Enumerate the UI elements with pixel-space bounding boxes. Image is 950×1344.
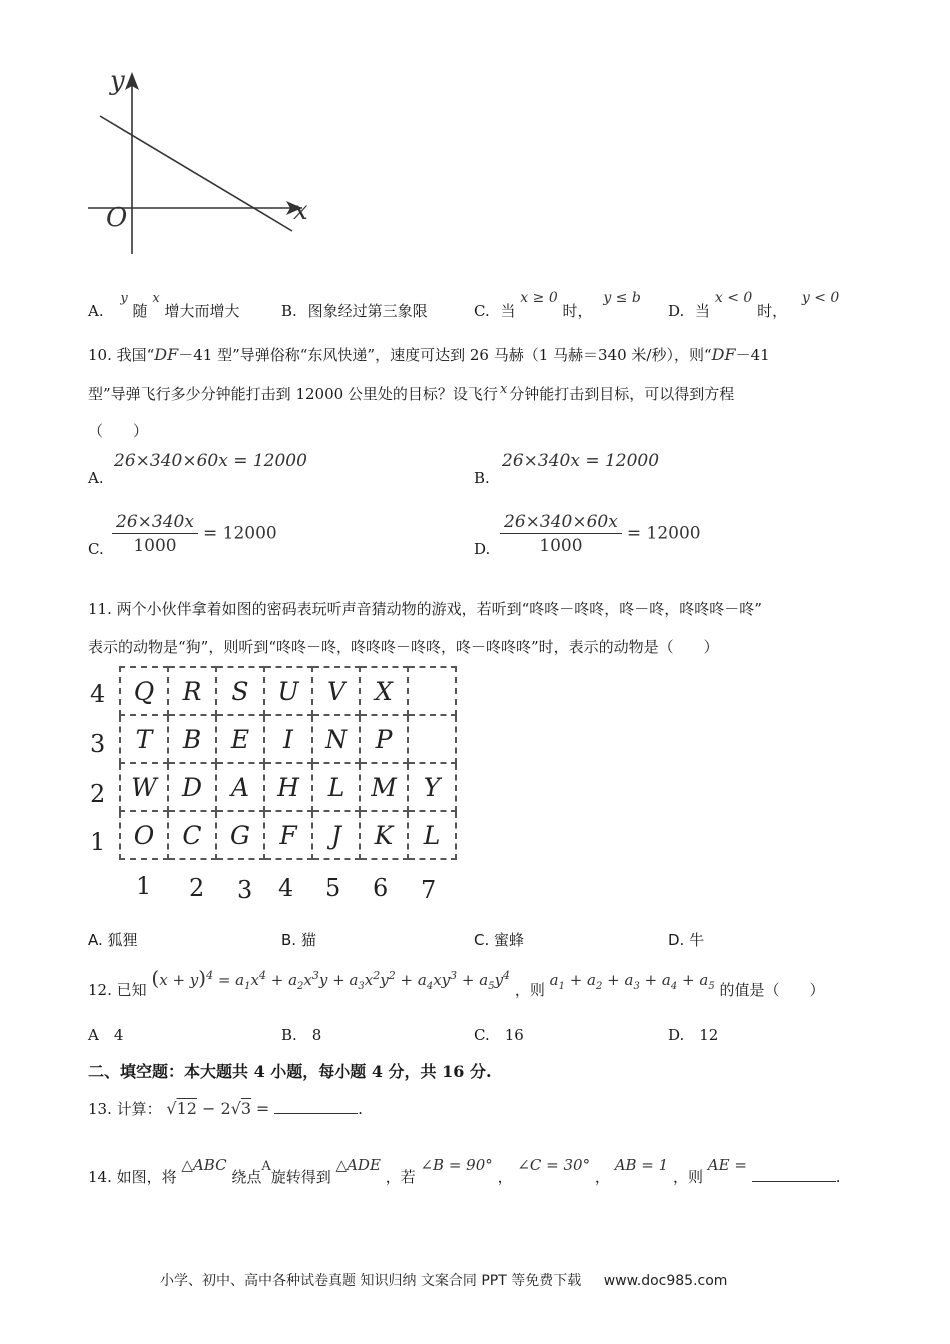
function-line (100, 116, 292, 231)
q14-ze: ，则 (672, 1168, 703, 1186)
q11-option-d: D. 牛 (668, 931, 705, 949)
row-label: 2 (90, 780, 106, 808)
q14-triangle-ade: △ADE (335, 1156, 381, 1174)
q14-ab: AB = 1 (614, 1156, 669, 1174)
q14-point: A (261, 1159, 271, 1174)
q9-a-x: x (152, 291, 160, 306)
q14-prefix: 14. 如图，将 (88, 1168, 177, 1186)
q9-option-a (88, 286, 240, 320)
code-cell: E (216, 715, 264, 763)
code-cell: W (120, 763, 168, 811)
q10-d-num: 26×340×60x (500, 512, 622, 534)
q12-option-a: A 4 (88, 1026, 124, 1044)
q10-l1-df2: DF (711, 345, 736, 364)
code-table (119, 666, 457, 860)
q12-identity: $(x + y)^4 = a_1x^4 + a_2x^3y + a_3x^2y^2 + a_4xy^3 + a_5y^4$ (151, 966, 511, 992)
q14-rot1: 绕点 (231, 1168, 262, 1186)
q14-line (88, 1154, 841, 1186)
q9-b-label: B. (281, 302, 297, 320)
x-axis-label: x (293, 196, 308, 226)
q12-prefix: 12. 已知 (88, 981, 147, 999)
code-cell: K (360, 811, 408, 859)
code-row-1 (120, 811, 456, 859)
q10-option-d-label: D. (474, 540, 491, 558)
q14-triangle-abc: △ABC (181, 1156, 227, 1174)
q10-line3: （ ） (88, 422, 149, 440)
q9-c-mid: 时， (562, 302, 593, 320)
code-cell: O (120, 811, 168, 859)
q9-d-cond: x < 0 (714, 290, 753, 306)
code-cell: V (312, 667, 360, 715)
code-cell: X (360, 667, 408, 715)
code-cell (408, 667, 456, 715)
q14-ae: AE = (707, 1156, 747, 1174)
q11-line1: 11. 两个小伙伴拿着如图的密码表玩听声音猜动物的游戏，若听到“咚咚－咚咚，咚－咚，咚咚咚－咚” (88, 600, 762, 618)
code-cell: B (168, 715, 216, 763)
q9-option-c (474, 286, 641, 320)
code-cell: P (360, 715, 408, 763)
q10-l1-df: DF (154, 345, 179, 364)
q11-line2: 表示的动物是“狗”，则听到“咚咚－咚，咚咚咚－咚咚，咚－咚咚咚”时，表示的动物是（ ） (88, 638, 719, 656)
col-label: 6 (373, 874, 389, 902)
q10-l2-b: 分钟能打击到目标，可以得到方程 (509, 385, 735, 403)
q14-angle-c: ∠C = 30° (517, 1156, 591, 1174)
q9-a-mid: 随 (132, 302, 148, 320)
q9-a-y: y (120, 291, 128, 306)
q13-answer-blank[interactable] (274, 1113, 358, 1114)
q10-option-b-eq: 26×340x = 12000 (502, 451, 660, 471)
q10-l2-x: x (499, 382, 508, 397)
y-axis-label: y (110, 66, 125, 96)
code-cell: F (264, 811, 312, 859)
q10-l1-b: －41 型”导弹俗称“东风快递”，速度可达到 26 马赫（1 马赫＝340 米/秒），则“ (178, 346, 712, 364)
q10-line2 (88, 383, 734, 404)
q9-c-res: y ≤ b (603, 290, 641, 306)
q10-c-fraction (112, 512, 198, 556)
q13-suffix: . (358, 1100, 363, 1118)
q9-d-res: y < 0 (801, 290, 840, 306)
q9-option-d (668, 286, 840, 320)
col-label: 1 (136, 872, 152, 900)
q10-c-rhs: = 12000 (203, 523, 277, 544)
code-cell (408, 715, 456, 763)
code-cell: U (264, 667, 312, 715)
q13-prefix: 13. 计算： (88, 1100, 162, 1118)
q14-suffix: . (835, 1168, 841, 1186)
q11-option-c: C. 蜜蜂 (474, 931, 525, 949)
code-cell: T (120, 715, 168, 763)
q10-d-fraction (500, 512, 622, 556)
q10-option-c-label: C. (88, 540, 104, 558)
footer (160, 1270, 727, 1290)
footer-url[interactable]: www.doc985.com (603, 1273, 728, 1289)
code-cell: N (312, 715, 360, 763)
q10-option-d-expr (500, 512, 701, 556)
code-cell: R (168, 667, 216, 715)
code-cell: C (168, 811, 216, 859)
q10-d-rhs: = 12000 (626, 523, 701, 544)
q12-sum: $a_1 + a_2 + a_3 + a_4 + a_5$ (549, 971, 715, 992)
q9-a-label: A. (88, 302, 104, 320)
code-cell: Y (408, 763, 456, 811)
code-cell: L (312, 763, 360, 811)
q14-ruo: ，若 (385, 1168, 416, 1186)
q11-option-b: B. 猫 (281, 931, 316, 949)
q14-rot2: 旋转得到 (270, 1168, 331, 1186)
code-row-4 (120, 667, 456, 715)
q10-l1-a: 10. 我国“ (88, 346, 155, 364)
row-label: 3 (90, 730, 106, 758)
q9-b-text: 图象经过第三象限 (307, 302, 428, 320)
footer-text: 小学、初中、高中各种试卷真题 知识归纳 文案合同 PPT 等免费下载 (160, 1273, 582, 1289)
code-cell: Q (120, 667, 168, 715)
q12-option-d: D. 12 (668, 1026, 719, 1044)
q14-comma2: ， (594, 1168, 610, 1186)
code-cell: H (264, 763, 312, 811)
q9-d-pre: 当 (695, 302, 711, 320)
q9-c-cond: x ≥ 0 (520, 290, 558, 306)
q9-c-pre: 当 (500, 302, 516, 320)
q12-option-b: B. 8 (281, 1026, 322, 1044)
code-cell: G (216, 811, 264, 859)
origin-label: O (106, 203, 128, 233)
q13-line (88, 1098, 363, 1119)
q10-l1-c: －41 (735, 346, 770, 364)
col-label: 7 (421, 876, 437, 904)
q11-option-a: A. 狐狸 (88, 931, 138, 949)
code-cell: A (216, 763, 264, 811)
row-label: 1 (90, 828, 106, 856)
q10-line1 (88, 344, 770, 365)
q13-eq: = (255, 1099, 270, 1118)
q10-option-c-expr (112, 512, 277, 556)
q10-l2-a: 型”导弹飞行多少分钟能打击到 12000 公里处的目标？设飞行 (88, 385, 498, 403)
q9-option-b (281, 300, 428, 321)
col-label: 3 (237, 876, 253, 904)
col-label: 4 (278, 874, 294, 902)
code-cell: M (360, 763, 408, 811)
q14-angle-b: ∠B = 90° (420, 1156, 493, 1174)
q9-c-label: C. (474, 302, 490, 320)
section-title: 二、填空题：本大题共 4 小题，每小题 4 分，共 16 分. (88, 1062, 492, 1081)
code-cell: J (312, 811, 360, 859)
code-cell: D (168, 763, 216, 811)
q14-comma1: ， (497, 1168, 513, 1186)
col-label: 2 (189, 874, 205, 902)
q12-option-c: C. 16 (474, 1026, 524, 1044)
q10-c-den: 1000 (133, 536, 177, 556)
code-cell: L (408, 811, 456, 859)
q10-c-num: 26×340x (112, 512, 198, 534)
q9-d-label: D. (668, 302, 685, 320)
q9-a-tail: 增大而增大 (164, 302, 240, 320)
q10-option-a-label: A. (88, 469, 104, 487)
q13-expression: √12 − 2√3 (166, 1099, 252, 1118)
col-label: 5 (325, 874, 341, 902)
q12-mid: ，则 (514, 981, 545, 999)
code-row-2 (120, 763, 456, 811)
q12-line (88, 966, 825, 999)
q12-suffix: 的值是（ ） (719, 981, 825, 999)
code-cell: I (264, 715, 312, 763)
q14-answer-blank[interactable] (752, 1181, 836, 1182)
q10-option-b-label: B. (474, 469, 490, 487)
row-label: 4 (90, 680, 106, 708)
code-row-3 (120, 715, 456, 763)
q9-d-mid: 时， (757, 302, 788, 320)
q10-d-den: 1000 (539, 536, 583, 556)
code-cell: S (216, 667, 264, 715)
q10-option-a-eq: 26×340×60x = 12000 (114, 451, 307, 471)
